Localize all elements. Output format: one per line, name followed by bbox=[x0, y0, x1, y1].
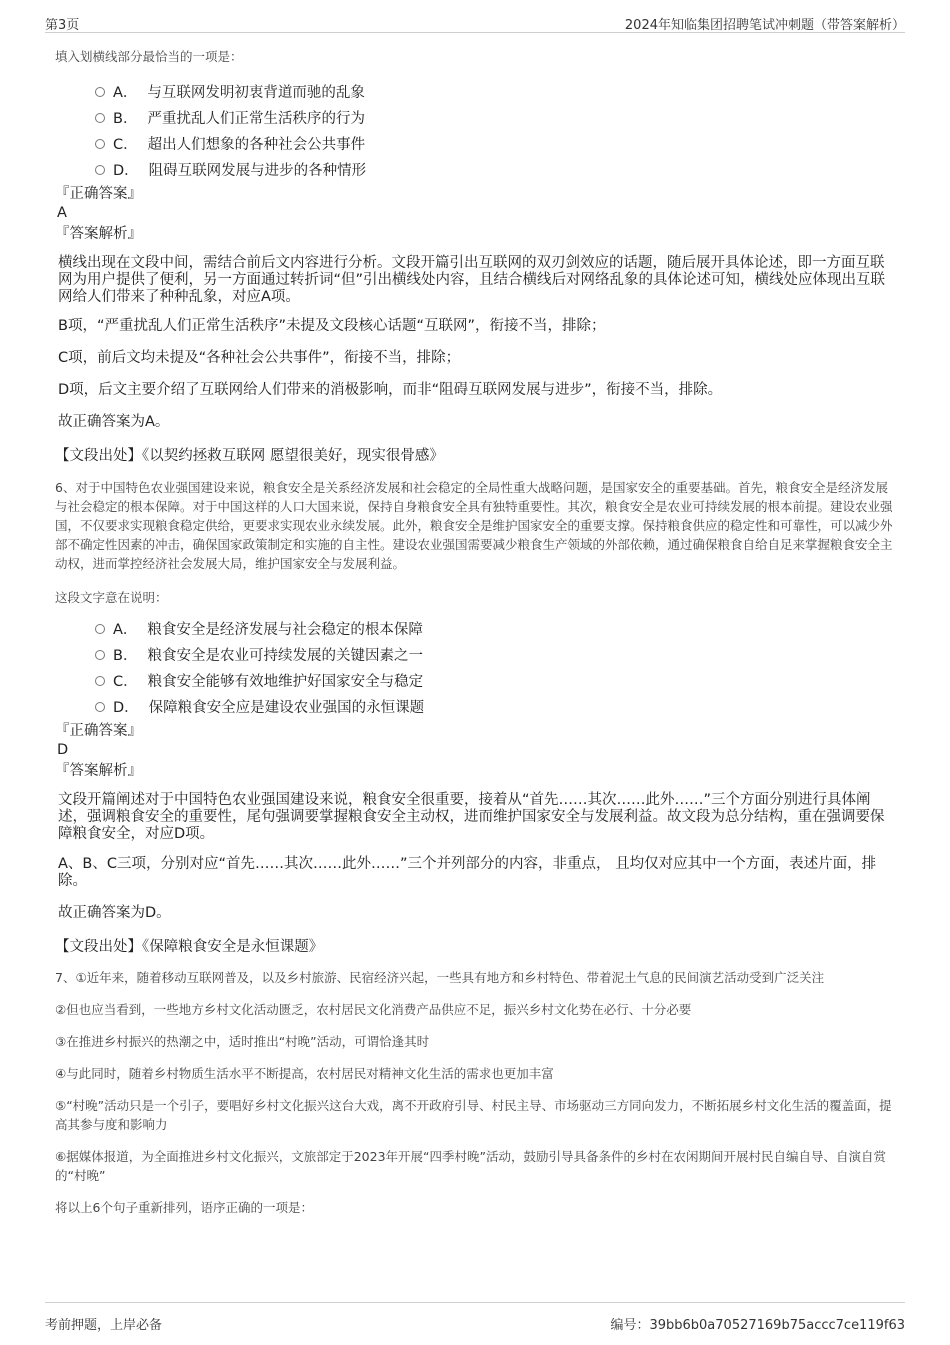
sentence-item: ②但也应当看到，一些地方乡村文化活动匮乏，农村居民文化消费产品供应不足，振兴乡村文化势在必行、十分必要 bbox=[55, 1002, 692, 1017]
analysis-paragraph: 故正确答案为D。 bbox=[58, 905, 171, 921]
sentence-item: ④与此同时，随着乡村物质生活水平不断提高，农村居民对精神文化生活的需求也更加丰富 bbox=[55, 1066, 554, 1081]
sentence-item: ③在推进乡村振兴的热潮之中，适时推出“村晚”活动，可谓恰逢其时 bbox=[55, 1034, 430, 1049]
radio-icon[interactable] bbox=[95, 139, 105, 149]
analysis-label: 『答案解析』 bbox=[55, 763, 142, 779]
option-d[interactable]: D． 保障粮食安全应是建设农业强国的永恒课题 bbox=[95, 695, 895, 721]
analysis-paragraph: C项，前后文均未提及“各种社会公共事件”，衔接不当，排除； bbox=[58, 350, 461, 366]
question-stem: 6、对于中国特色农业强国建设来说，粮食安全是关系经济发展和社会稳定的全局性重大战略问题，是国家安全的重要基础。首先，粮食安全是经济发展与社会稳定的根本保障。对于中国这样的人口大国来说，保持自身粮食安全具有独特重要性。其次，粮食安全是农业可持续发展的根本前提。建设农业强国，不仅要求实现粮食稳定供给，更要求实现农业永续发展。此外，粮食安全是维护国家安全的重要支撑。保持粮食供应的稳定性和可靠性，可以减少外部不确定性因素的冲击，确保国家政策制定和实施的自主性。建设农业强国需要减少粮食生产领域的外部依赖，通过确保粮食自给自足来掌握粮食安全主动权，进而掌控经济社会发展大局，维护国家安全与发展利益。 bbox=[55, 480, 893, 571]
correct-answer-label: 『正确答案』 bbox=[55, 186, 142, 202]
page-header bbox=[45, 10, 905, 33]
radio-icon[interactable] bbox=[95, 165, 105, 175]
option-b[interactable]: B． 粮食安全是农业可持续发展的关键因素之一 bbox=[95, 643, 895, 669]
correct-answer: D bbox=[57, 742, 69, 758]
analysis-paragraph: A、B、C三项，分别对应“首先……其次……此外……”三个并列部分的内容，非重点， 且均仅对应其中一个方面，表述片面，排除。 bbox=[58, 856, 877, 889]
sentence-item: 7、①近年来，随着移动互联网普及，以及乡村旅游、民宿经济兴起，一些具有地方和乡村特色、带着泥土气息的民间演艺活动受到广泛关注 bbox=[55, 970, 825, 985]
question-prompt: 将以上6个句子重新排列，语序正确的一项是： bbox=[55, 1200, 313, 1215]
analysis-paragraph: D项，后文主要介绍了互联网给人们带来的消极影响，而非“阻碍互联网发展与进步”，衔接不当，排除。 bbox=[58, 382, 723, 398]
document-title: 2024年知临集团招聘笔试冲刺题（带答案解析） bbox=[624, 18, 905, 33]
source-citation: 【文段出处】《保障粮食安全是永恒课题》 bbox=[55, 939, 324, 955]
option-list bbox=[95, 617, 895, 721]
option-c[interactable]: C． 超出人们想象的各种社会公共事件 bbox=[95, 132, 895, 158]
radio-icon[interactable] bbox=[95, 87, 105, 97]
document-id: 编号：39bb6b0a70527169b75accc7ce119f63 bbox=[610, 1318, 905, 1333]
option-a[interactable]: A． 粮食安全是经济发展与社会稳定的根本保障 bbox=[95, 617, 895, 643]
radio-icon[interactable] bbox=[95, 624, 105, 634]
analysis-label: 『答案解析』 bbox=[55, 226, 142, 242]
sentence-item: ⑥据媒体报道，为全面推进乡村文化振兴，文旅部定于2023年开展“四季村晚”活动，鼓励引导具备条件的乡村在农闲期间开展村民自编自导、自演自赏的“村晚” bbox=[55, 1149, 886, 1183]
option-c[interactable]: C． 粮食安全能够有效地维护好国家安全与稳定 bbox=[95, 669, 895, 695]
option-d[interactable]: D． 阻碍互联网发展与进步的各种情形 bbox=[95, 158, 895, 184]
correct-answer: A bbox=[57, 205, 67, 221]
analysis-paragraph: 文段开篇阐述对于中国特色农业强国建设来说，粮食安全很重要，接着从“首先……其次……此外……”三个方面分别进行具体阐述，强调粮食安全的重要性，尾句强调要掌握粮食安全主动权，进而维护国家安全与发展利益。故文段为总分结构，重在强调要保障粮食安全，对应D项。 bbox=[58, 792, 885, 842]
option-b[interactable]: B． 严重扰乱人们正常生活秩序的行为 bbox=[95, 106, 895, 132]
option-list bbox=[95, 80, 895, 184]
footer-slogan: 考前押题，上岸必备 bbox=[45, 1318, 163, 1333]
radio-icon[interactable] bbox=[95, 650, 105, 660]
question-7 bbox=[55, 968, 895, 1217]
analysis-paragraph: B项，“严重扰乱人们正常生活秩序”未提及文段核心话题“互联网”，衔接不当，排除； bbox=[58, 318, 606, 334]
option-a[interactable]: A． 与互联网发明初衷背道而驰的乱象 bbox=[95, 80, 895, 106]
question-5 bbox=[55, 47, 895, 465]
page-footer bbox=[45, 1302, 905, 1331]
radio-icon[interactable] bbox=[95, 676, 105, 686]
page-content bbox=[55, 47, 895, 1217]
radio-icon[interactable] bbox=[95, 113, 105, 123]
question-prompt: 这段文字意在说明： bbox=[55, 590, 168, 605]
analysis-paragraph: 横线出现在文段中间，需结合前后文内容进行分析。文段开篇引出互联网的双刃剑效应的话题，随后展开具体论述，即一方面互联网为用户提供了便利，另一方面通过转折词“但”引出横线处内容，且结合横线后对网络乱象的具体论述可知，横线处应体现出互联网给人们带来了种种乱象，对应A项。 bbox=[58, 255, 886, 305]
sentence-item: ⑤“村晚”活动只是一个引子，要唱好乡村文化振兴这台大戏，离不开政府引导、村民主导、市场驱动三方同向发力，不断拓展乡村文化生活的覆盖面，提高其参与度和影响力 bbox=[55, 1098, 892, 1132]
radio-icon[interactable] bbox=[95, 702, 105, 712]
source-citation: 【文段出处】《以契约拯救互联网 愿望很美好，现实很骨感》 bbox=[55, 448, 444, 464]
analysis-paragraph: 故正确答案为A。 bbox=[58, 414, 170, 430]
correct-answer-label: 『正确答案』 bbox=[55, 723, 142, 739]
question-6 bbox=[55, 478, 895, 956]
page-number: 第3页 bbox=[45, 18, 80, 33]
question-prompt: 填入划横线部分最恰当的一项是： bbox=[55, 49, 243, 64]
